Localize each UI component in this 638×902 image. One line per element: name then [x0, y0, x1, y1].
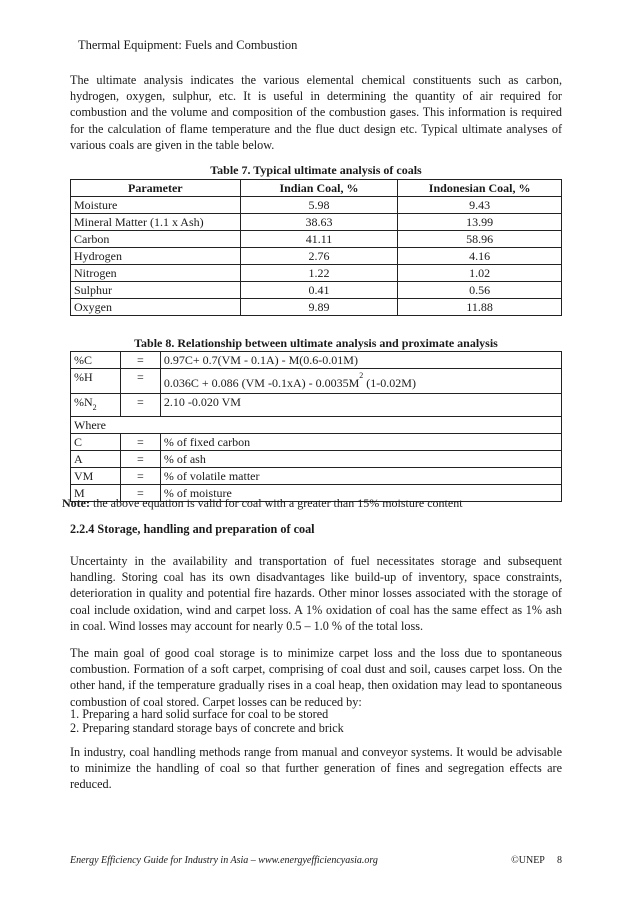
formula-label-n: %N [74, 395, 93, 409]
table-row [71, 214, 562, 231]
page-header: Thermal Equipment: Fuels and Combustion [78, 38, 298, 52]
table-cell: 9.43 [398, 197, 562, 214]
table-row [71, 352, 562, 369]
table-cell: 11.88 [398, 299, 562, 316]
table-cell: 1.02 [398, 265, 562, 282]
equals-sign: = [120, 451, 160, 468]
def-symbol: VM [71, 468, 121, 485]
formula-label: %C [71, 352, 121, 369]
table-cell: Moisture [71, 197, 241, 214]
table-cell: Oxygen [71, 299, 241, 316]
table7-header-row [71, 180, 562, 197]
superscript: 2 [359, 371, 364, 380]
table-cell: 4.16 [398, 248, 562, 265]
table-cell: 1.22 [240, 265, 398, 282]
table-row [71, 434, 562, 451]
table-row [71, 299, 562, 316]
table-cell: Sulphur [71, 282, 241, 299]
storage-paragraph-1: Uncertainty in the availability and transportation of fuel necessitates storage and subsequent handling. Storing coal has its own disadvantages like build-up of inventory, space constraints, deterioration in quality and potential fire hazards. Other minor losses associated with the storage of coal include oxidation, wind and carpet loss. A 1% oxidation of coal has the same effect as 1% ash in coal. Wind losses may account for nearly 0.5 – 1.0 % of the total loss. [70, 554, 562, 633]
table-cell: Hydrogen [71, 248, 241, 265]
table7-header: Parameter [71, 180, 241, 197]
note-label: Note: [62, 496, 90, 510]
equals-sign: = [120, 434, 160, 451]
table-cell: 13.99 [398, 214, 562, 231]
list-item: 1. Preparing a hard solid surface for coal to be stored [70, 707, 329, 721]
formula-hydrogen-a: 0.036C + 0.086 (VM -0.1xA) - 0.0035M [163, 376, 360, 390]
equals-sign: = [120, 485, 160, 502]
table-cell: 58.96 [398, 231, 562, 248]
note-text: the above equation is valid for coal with a greater than 15% moisture content [89, 496, 463, 510]
table7 [70, 179, 562, 316]
table7-caption: Table 7. Typical ultimate analysis of coals [210, 163, 422, 177]
storage-paragraph-2: The main goal of good coal storage is to minimize carpet loss and the loss due to spontaneous combustion. Formation of a soft carpet, comprising of coal dust and soil, causes carpet loss. On the other hand, if the temperature gradually rises in a coal heap, then oxidation may lead to spontaneous combustion of coal stored. Carpet losses can be reduced by: [70, 646, 562, 709]
table-cell: 38.63 [240, 214, 398, 231]
table-cell: 41.11 [240, 231, 398, 248]
subscript: 2 [92, 403, 97, 412]
table-row [71, 417, 562, 434]
intro-paragraph: The ultimate analysis indicates the various elemental chemical constituents such as carbon, hydrogen, oxygen, sulphur, etc. It is useful in determining the quantity of air required for combustion and the volume and composition of the combustion gases. This information is required for the calculation of flame temperature and the flue duct design etc. Typical ultimate analyses of various coals are given in the table below. [70, 73, 562, 152]
table8-note [62, 496, 562, 511]
where-label: Where [71, 417, 562, 434]
formula-label: %H [71, 369, 121, 394]
table-cell: Mineral Matter (1.1 x Ash) [71, 214, 241, 231]
table-row [71, 197, 562, 214]
equals-sign: = [120, 394, 160, 417]
list-item: 2. Preparing standard storage bays of concrete and brick [70, 721, 344, 735]
def-text: % of moisture [160, 485, 561, 502]
table7-header: Indonesian Coal, % [398, 180, 562, 197]
def-text: % of fixed carbon [160, 434, 561, 451]
table8-caption: Table 8. Relationship between ultimate analysis and proximate analysis [134, 336, 498, 350]
def-symbol: M [71, 485, 121, 502]
equals-sign: = [120, 369, 160, 394]
table-cell: 5.98 [240, 197, 398, 214]
equals-sign: = [120, 468, 160, 485]
def-text: % of ash [160, 451, 561, 468]
table-row [71, 394, 562, 417]
page-footer [70, 855, 562, 866]
table-row [71, 451, 562, 468]
formula-nitrogen: 2.10 -0.020 VM [160, 394, 561, 417]
table-row [71, 282, 562, 299]
table8 [70, 351, 562, 502]
table-row [71, 248, 562, 265]
table-row [71, 231, 562, 248]
table-cell: 2.76 [240, 248, 398, 265]
table-cell: Carbon [71, 231, 241, 248]
table-row [71, 468, 562, 485]
table7-header: Indian Coal, % [240, 180, 398, 197]
formula-hydrogen [160, 369, 561, 394]
formula-hydrogen-b: (1-0.02M) [363, 376, 416, 390]
def-symbol: A [71, 451, 121, 468]
table-row [71, 369, 562, 394]
def-text: % of volatile matter [160, 468, 561, 485]
footer-page-number: ©UNEP 8 [511, 855, 562, 866]
table-row [71, 265, 562, 282]
footer-source: Energy Efficiency Guide for Industry in Asia – www.energyefficiencyasia.org [70, 855, 378, 866]
table-cell: 0.41 [240, 282, 398, 299]
table-cell: Nitrogen [71, 265, 241, 282]
table-cell: 9.89 [240, 299, 398, 316]
storage-paragraph-3: In industry, coal handling methods range from manual and conveyor systems. It would be advisable to minimize the handling of coal so that further generation of fines and segregation effects are reduced. [70, 745, 562, 792]
formula-carbon: 0.97C+ 0.7(VM - 0.1A) - M(0.6-0.01M) [160, 352, 561, 369]
section-title: 2.2.4 Storage, handling and preparation of coal [70, 522, 315, 536]
table-cell: 0.56 [398, 282, 562, 299]
equals-sign: = [120, 352, 160, 369]
formula-label [71, 394, 121, 417]
def-symbol: C [71, 434, 121, 451]
